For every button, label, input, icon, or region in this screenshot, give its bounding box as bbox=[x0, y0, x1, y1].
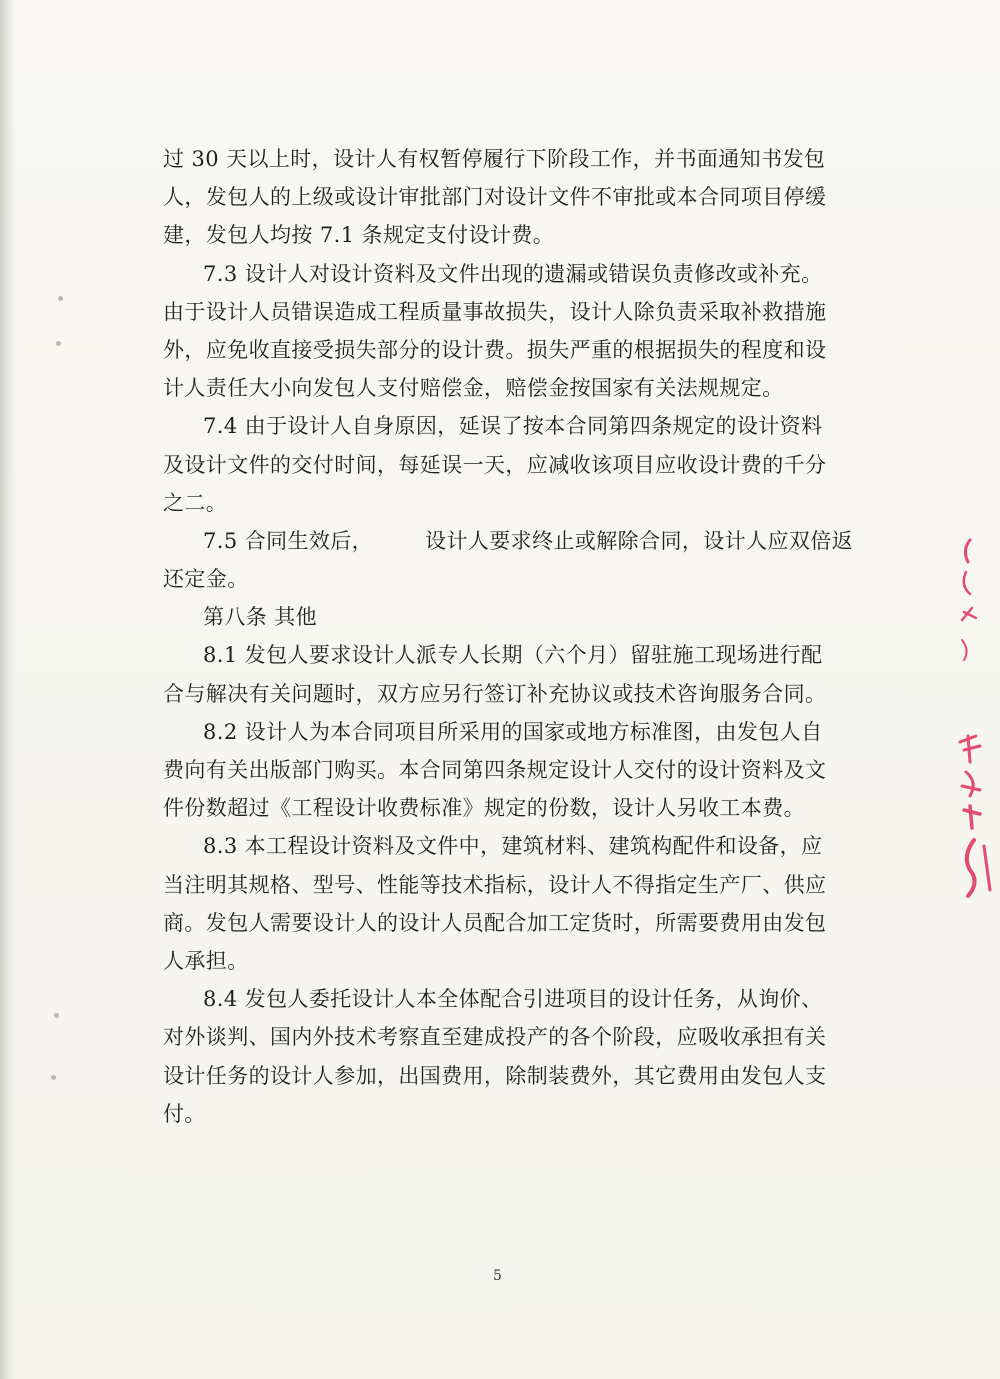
text-line: 计人责任大小向发包人支付赔偿金，赔偿金按国家有关法规规定。 bbox=[163, 376, 784, 401]
punch-mark bbox=[58, 296, 63, 301]
text-line: 当注明其规格、型号、性能等技术指标，设计人不得指定生产厂、供应 bbox=[163, 872, 827, 897]
text-line: 及设计文件的交付时间，每延误一天，应减收该项目应收设计费的千分 bbox=[163, 452, 827, 477]
text-line: 商。发包人需要设计人的设计人员配合加工定货时，所需要费用由发包 bbox=[163, 910, 827, 935]
seal-stamp-icon bbox=[940, 510, 1000, 930]
clause-8-4-first-line: 8.4 发包人委托设计人本全体配合引进项目的设计任务，从询价、 bbox=[203, 987, 823, 1012]
text-line: 还定金。 bbox=[163, 567, 249, 592]
text-line: 人承担。 bbox=[163, 948, 249, 973]
clause-8-1-first-line: 8.1 发包人要求设计人派专人长期（六个月）留驻施工现场进行配 bbox=[203, 643, 823, 668]
clause-7-5-first-line bbox=[163, 522, 863, 560]
clause-7-5-part-b: 设计人要求终止或解除合同，设计人应双倍返 bbox=[425, 528, 854, 553]
text-line: 合与解决有关问题时，双方应另行签订补充协议或技术咨询服务合同。 bbox=[163, 681, 827, 706]
punch-mark bbox=[56, 341, 61, 346]
article-8-heading: 第八条 其他 bbox=[203, 605, 318, 630]
punch-mark bbox=[54, 1013, 59, 1018]
text-line: 之二。 bbox=[163, 490, 228, 515]
text-line: 件份数超过《工程设计收费标准》规定的份数，设计人另收工本费。 bbox=[163, 796, 805, 821]
clause-7-5-part-a: 7.5 合同生效后， bbox=[203, 528, 374, 553]
text-line: 费向有关出版部门购买。本合同第四条规定设计人交付的设计资料及文 bbox=[163, 758, 827, 782]
page-edge-shadow bbox=[0, 0, 16, 1379]
document-body bbox=[163, 140, 863, 1133]
text-line: 人，发包人的上级或设计审批部门对设计文件不审批或本合同项目停缓 bbox=[163, 185, 827, 210]
text-line: 付。 bbox=[163, 1101, 206, 1126]
text-line: 由于设计人员错误造成工程质量事故损失，设计人除负责采取补救措施 bbox=[163, 299, 827, 324]
clause-7-3-first-line: 7.3 设计人对设计资料及文件出现的遗漏或错误负责修改或补充。 bbox=[203, 261, 823, 286]
text-line: 对外谈判、国内外技术考察直至建成投产的各个阶段，应吸收承担有关 bbox=[163, 1025, 827, 1050]
text-line: 建，发包人均按 7.1 条规定支付设计费。 bbox=[163, 223, 555, 248]
page-number: 5 bbox=[493, 1268, 502, 1284]
text-line: 外，应免收直接受损失部分的设计费。损失严重的根据损失的程度和设 bbox=[163, 337, 827, 362]
clause-8-3-first-line: 8.3 本工程设计资料及文件中，建筑材料、建筑构配件和设备，应 bbox=[203, 834, 823, 859]
punch-mark bbox=[51, 1075, 56, 1080]
clause-8-2-first-line: 8.2 设计人为本合同项目所采用的国家或地方标准图，由发包人自 bbox=[203, 719, 823, 744]
text-line: 过 30 天以上时，设计人有权暂停履行下阶段工作，并书面通知书发包 bbox=[163, 147, 826, 171]
text-line: 设计任务的设计人参加，出国费用，除制装费外，其它费用由发包人支 bbox=[163, 1063, 827, 1088]
clause-7-4-first-line: 7.4 由于设计人自身原因，延误了按本合同第四条规定的设计资料 bbox=[203, 414, 823, 439]
